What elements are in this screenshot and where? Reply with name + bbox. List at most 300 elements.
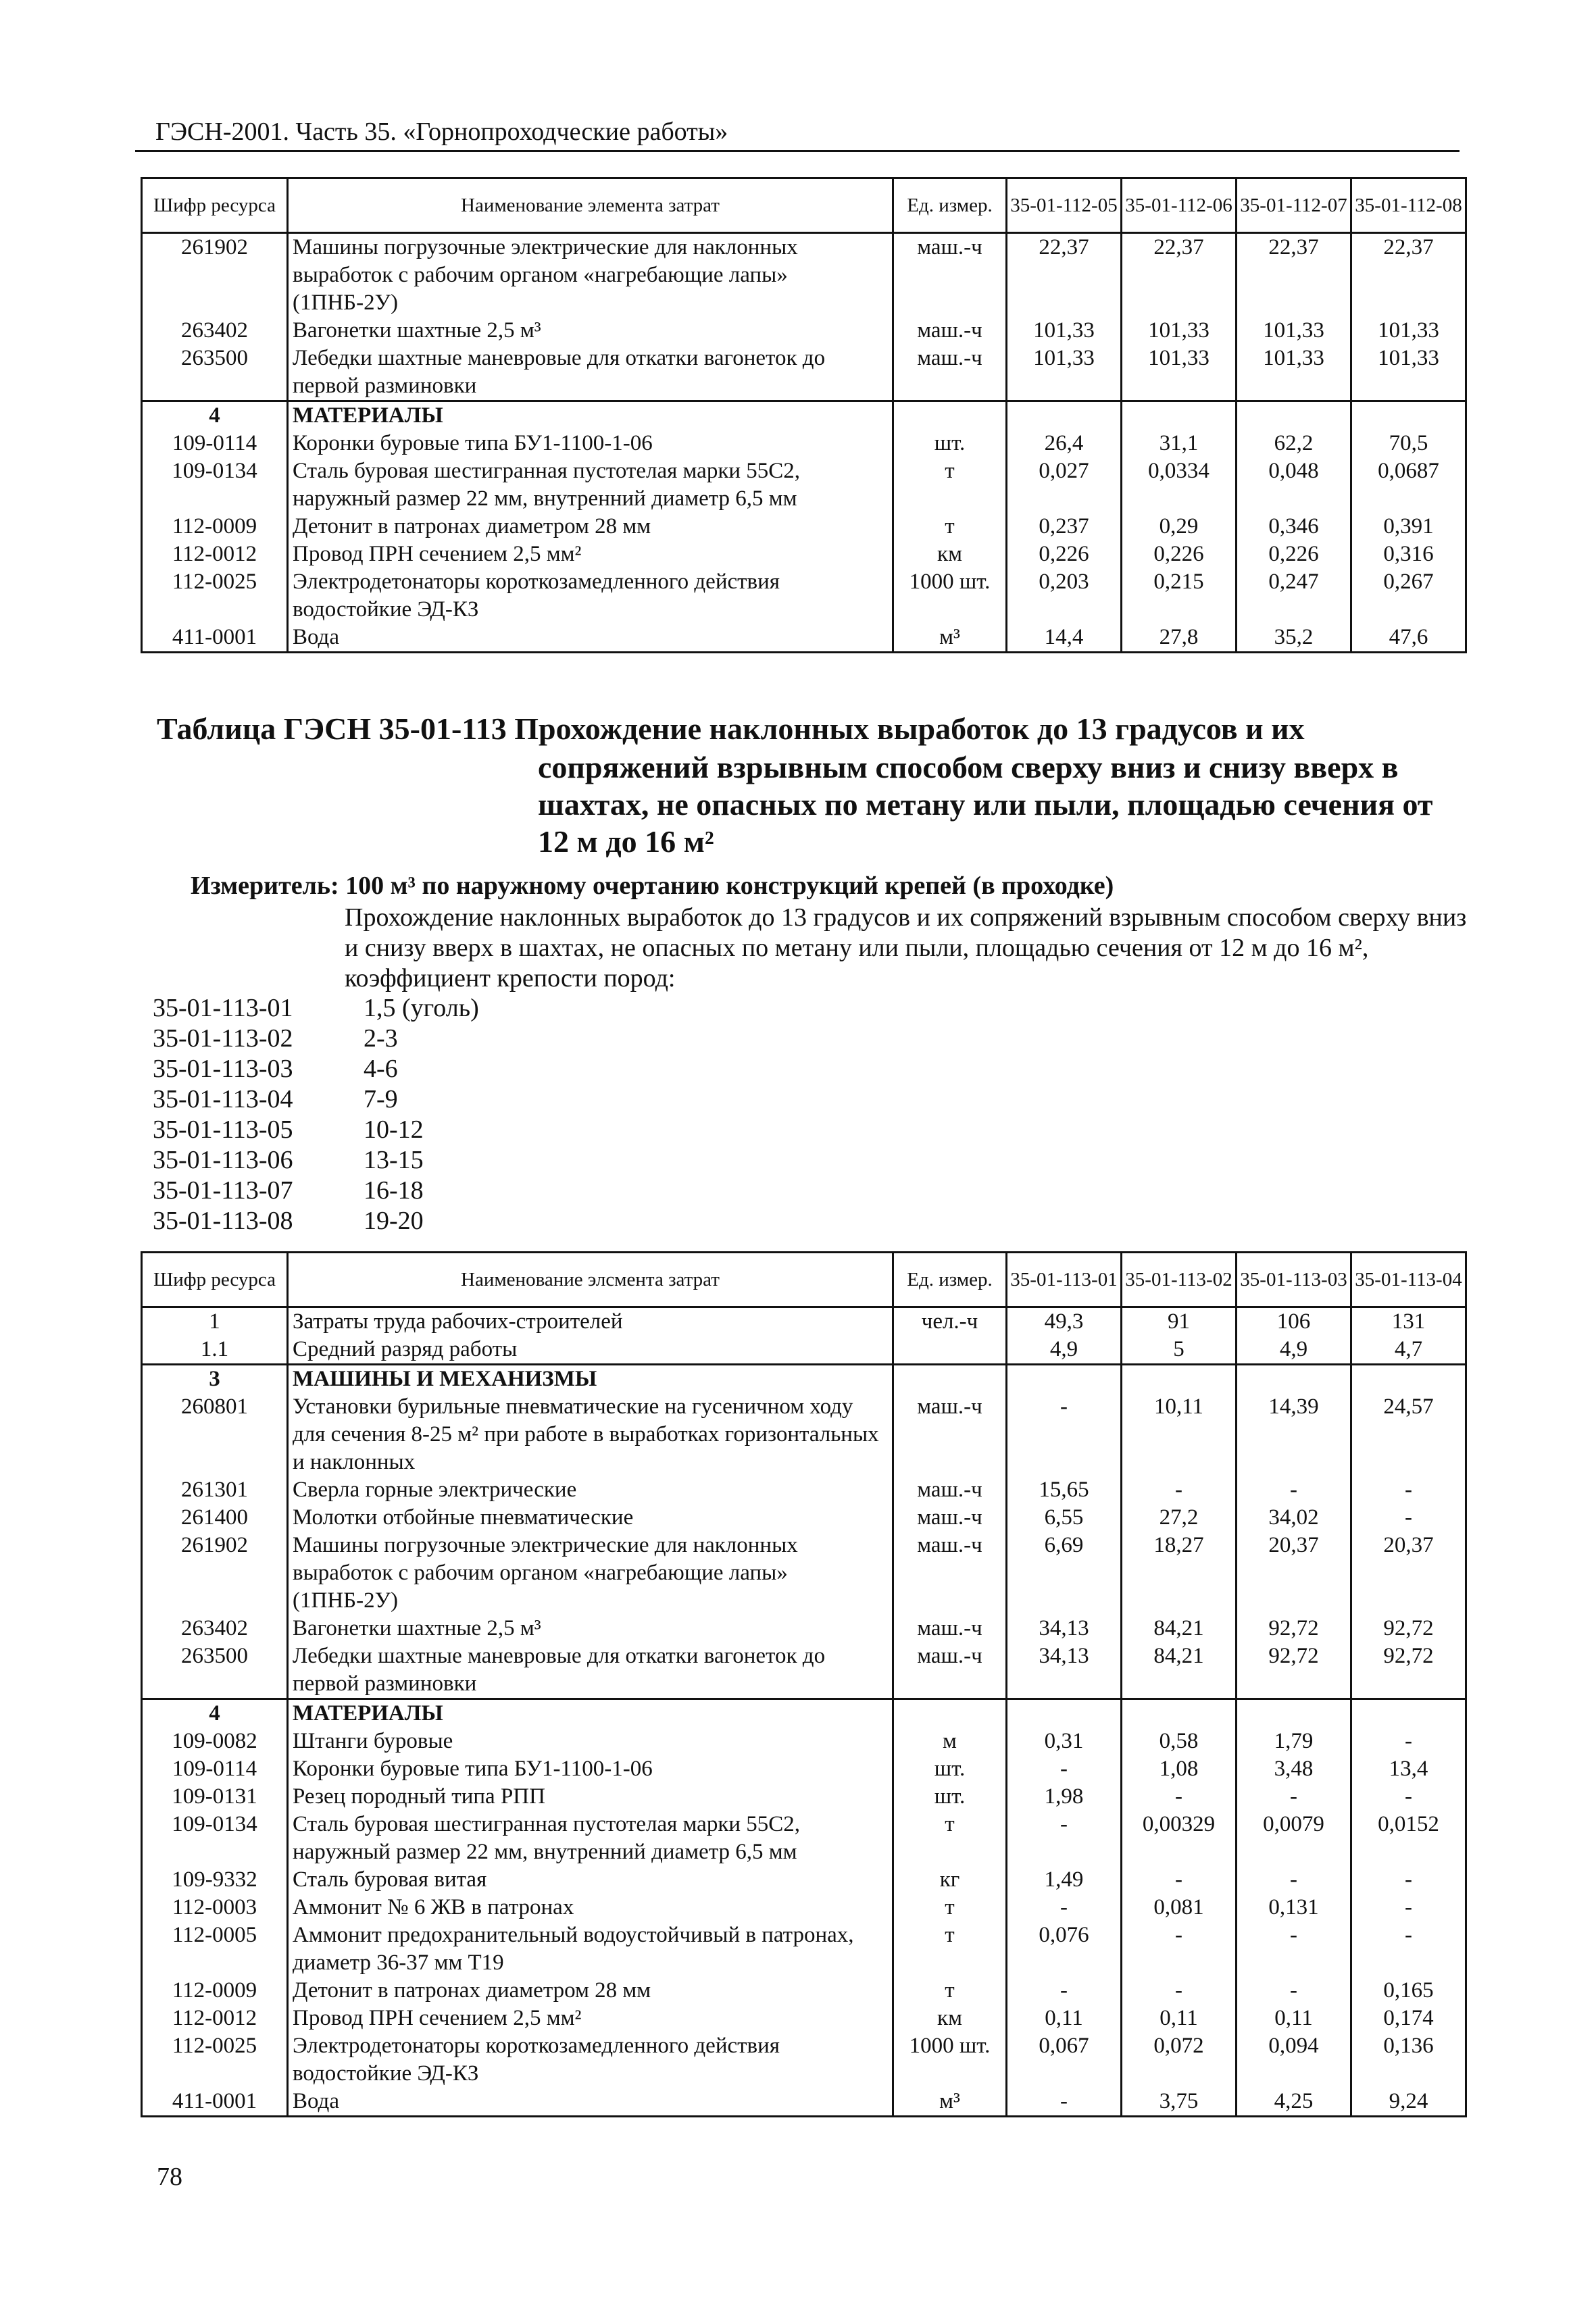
unit-cell: маш.-ч (893, 317, 1007, 345)
column-header-variant: 35-01-112-07 (1237, 178, 1351, 233)
value-cell: 0,226 (1007, 540, 1122, 568)
value-cell: 0,391 (1351, 513, 1466, 540)
value-cell: 101,33 (1122, 345, 1237, 401)
table-row (142, 1811, 1466, 1866)
resource-name: МАТЕРИАЛЫ (288, 401, 893, 430)
value-cell: - (1007, 1811, 1122, 1866)
value-cell: 1,79 (1237, 1728, 1351, 1755)
value-cell: 0,58 (1122, 1728, 1237, 1755)
table-header-row (142, 178, 1466, 233)
value-cell: 101,33 (1351, 317, 1466, 345)
table-row (142, 1615, 1466, 1642)
value-cell: 22,37 (1351, 233, 1466, 318)
value-cell: 101,33 (1237, 345, 1351, 401)
column-header-variant: 35-01-113-04 (1351, 1253, 1466, 1307)
table-row (142, 1532, 1466, 1615)
section-row (142, 401, 1466, 430)
resource-code: 3 (142, 1365, 288, 1394)
value-cell: 0,31 (1007, 1728, 1122, 1755)
value-cell: 3,48 (1237, 1755, 1351, 1783)
resource-code: 411-0001 (142, 624, 288, 653)
unit-cell: маш.-ч (893, 1642, 1007, 1699)
value-cell: 92,72 (1237, 1642, 1351, 1699)
resource-name: Коронки буровые типа БУ1-1100-1-06 (288, 1755, 893, 1783)
value-cell: - (1122, 1921, 1237, 1977)
unit-cell: т (893, 1921, 1007, 1977)
resource-code: 261400 (142, 1504, 288, 1532)
value-cell: - (1007, 1977, 1122, 2005)
unit-cell (893, 1365, 1007, 1394)
unit-cell: маш.-ч (893, 233, 1007, 318)
value-cell: 101,33 (1122, 317, 1237, 345)
value-cell: 1,98 (1007, 1783, 1122, 1811)
value-cell: 22,37 (1122, 233, 1237, 318)
resource-name: Лебедки шахтные маневровые для откатки вагонеток до первой разминовки (288, 345, 893, 401)
value-cell: 27,2 (1122, 1504, 1237, 1532)
table-row (142, 1783, 1466, 1811)
resource-name: Машины погрузочные электрические для наклонных выработок с рабочим органом «нагребающие лапы» (1ПНБ-2У) (288, 233, 893, 318)
table-header-row (142, 1253, 1466, 1307)
value-cell: - (1351, 1504, 1466, 1532)
table-row (142, 624, 1466, 653)
resource-name: Вагонетки шахтные 2,5 м³ (288, 317, 893, 345)
variant-code: 35-01-113-04 (153, 1085, 293, 1113)
value-cell: 0,11 (1007, 2005, 1122, 2032)
value-cell: - (1007, 2088, 1122, 2117)
value-cell: 6,69 (1007, 1532, 1122, 1615)
value-cell: - (1122, 1866, 1237, 1894)
variant-item (153, 1206, 479, 1236)
unit-cell: 1000 шт. (893, 568, 1007, 624)
table-row (142, 1307, 1466, 1336)
value-cell: 0,11 (1237, 2005, 1351, 2032)
unit-cell: т (893, 513, 1007, 540)
value-cell: 131 (1351, 1307, 1466, 1336)
value-cell: - (1351, 1783, 1466, 1811)
value-cell (1007, 401, 1122, 430)
value-cell: - (1351, 1866, 1466, 1894)
variant-value: 7-9 (364, 1085, 398, 1113)
table-row (142, 1393, 1466, 1476)
table-row (142, 430, 1466, 457)
column-header-name: Наименование элсмента затрат (288, 1253, 893, 1307)
variant-list (153, 993, 479, 1236)
value-cell: 70,5 (1351, 430, 1466, 457)
value-cell: 92,72 (1237, 1615, 1351, 1642)
value-cell: 6,55 (1007, 1504, 1122, 1532)
unit-cell (893, 1336, 1007, 1365)
value-cell: 91 (1122, 1307, 1237, 1336)
value-cell (1007, 1365, 1122, 1394)
column-header-variant: 35-01-112-05 (1007, 178, 1122, 233)
unit-cell: маш.-ч (893, 1476, 1007, 1504)
table-row (142, 568, 1466, 624)
resource-name: Молотки отбойные пневматические (288, 1504, 893, 1532)
section-row (142, 1699, 1466, 1728)
resource-code: 263500 (142, 345, 288, 401)
value-cell: 0,226 (1237, 540, 1351, 568)
value-cell: - (1007, 1894, 1122, 1921)
value-cell: 5 (1122, 1336, 1237, 1365)
table-row (142, 1866, 1466, 1894)
value-cell: 34,13 (1007, 1642, 1122, 1699)
unit-cell: м³ (893, 2088, 1007, 2117)
unit-cell: км (893, 2005, 1007, 2032)
value-cell: 101,33 (1237, 317, 1351, 345)
unit-cell: шт. (893, 1755, 1007, 1783)
variant-code: 35-01-113-08 (153, 1207, 293, 1235)
resource-code: 112-0009 (142, 513, 288, 540)
resource-code: 109-9332 (142, 1866, 288, 1894)
variant-item (153, 1024, 479, 1054)
resource-name: Аммонит предохранительный водоустойчивый в патронах, диаметр 36-37 мм Т19 (288, 1921, 893, 1977)
resource-code: 112-0025 (142, 2032, 288, 2088)
value-cell: 0,346 (1237, 513, 1351, 540)
value-cell: 0,0687 (1351, 457, 1466, 513)
value-cell: 13,4 (1351, 1755, 1466, 1783)
value-cell: 0,203 (1007, 568, 1122, 624)
value-cell: - (1351, 1921, 1466, 1977)
value-cell: - (1237, 1977, 1351, 2005)
resource-name: Сталь буровая шестигранная пустотелая марки 55С2, наружный размер 22 мм, внутренний диаметр 6,5 мм (288, 457, 893, 513)
column-header-variant: 35-01-113-01 (1007, 1253, 1122, 1307)
variant-item (153, 1054, 479, 1084)
value-cell: 101,33 (1351, 345, 1466, 401)
table-row (142, 1921, 1466, 1977)
unit-cell: км (893, 540, 1007, 568)
value-cell: - (1122, 1977, 1237, 2005)
header-rule (135, 150, 1460, 152)
value-cell: 0,072 (1122, 2032, 1237, 2088)
unit-cell: м (893, 1728, 1007, 1755)
resource-code: 261902 (142, 1532, 288, 1615)
unit-cell: шт. (893, 430, 1007, 457)
unit-cell: маш.-ч (893, 1393, 1007, 1476)
value-cell: 0,11 (1122, 2005, 1237, 2032)
value-cell: 31,1 (1122, 430, 1237, 457)
value-cell: 22,37 (1007, 233, 1122, 318)
value-cell: 24,57 (1351, 1393, 1466, 1476)
table-row (142, 1642, 1466, 1699)
table-body (142, 1307, 1466, 2117)
value-cell: 0,316 (1351, 540, 1466, 568)
resource-code: 4 (142, 401, 288, 430)
variant-code: 35-01-113-07 (153, 1176, 293, 1205)
resource-name: Лебедки шахтные маневровые для откатки вагонеток до первой разминовки (288, 1642, 893, 1699)
variant-value: 1,5 (уголь) (364, 994, 479, 1022)
value-cell (1122, 401, 1237, 430)
value-cell: 0,0152 (1351, 1811, 1466, 1866)
resource-code: 4 (142, 1699, 288, 1728)
value-cell: 34,13 (1007, 1615, 1122, 1642)
resource-code: 112-0005 (142, 1921, 288, 1977)
value-cell: 0,027 (1007, 457, 1122, 513)
table-row (142, 540, 1466, 568)
column-header-code: Шифр ресурса (142, 178, 288, 233)
value-cell: 84,21 (1122, 1615, 1237, 1642)
value-cell: 10,11 (1122, 1393, 1237, 1476)
resource-code: 263500 (142, 1642, 288, 1699)
value-cell: 0,094 (1237, 2032, 1351, 2088)
value-cell: - (1007, 1393, 1122, 1476)
value-cell: - (1351, 1894, 1466, 1921)
resource-code: 112-0003 (142, 1894, 288, 1921)
value-cell (1237, 1365, 1351, 1394)
resource-code: 411-0001 (142, 2088, 288, 2117)
variant-item (153, 1176, 479, 1206)
resource-code: 261301 (142, 1476, 288, 1504)
value-cell: 49,3 (1007, 1307, 1122, 1336)
table-row (142, 1755, 1466, 1783)
column-header-variant: 35-01-113-02 (1122, 1253, 1237, 1307)
resource-name: Детонит в патронах диаметром 28 мм (288, 1977, 893, 2005)
value-cell: 0,0334 (1122, 457, 1237, 513)
value-cell: 0,0079 (1237, 1811, 1351, 1866)
value-cell: 22,37 (1237, 233, 1351, 318)
measure-unit: Измеритель: 100 м³ по наружному очертанию конструкций крепей (в проходке) (191, 872, 1114, 900)
table-row (142, 2088, 1466, 2117)
resource-name: Резец породный типа РПП (288, 1783, 893, 1811)
value-cell: 62,2 (1237, 430, 1351, 457)
table-row (142, 1894, 1466, 1921)
running-head: ГЭСН-2001. Часть 35. «Горнопроходческие работы» (155, 118, 728, 146)
unit-cell: м³ (893, 624, 1007, 653)
value-cell: 4,7 (1351, 1336, 1466, 1365)
value-cell: 92,72 (1351, 1642, 1466, 1699)
table-row (142, 1977, 1466, 2005)
table-row (142, 1504, 1466, 1532)
value-cell (1237, 1699, 1351, 1728)
section-row (142, 1365, 1466, 1394)
table-row (142, 2005, 1466, 2032)
resource-code: 109-0134 (142, 1811, 288, 1866)
value-cell: 0,267 (1351, 568, 1466, 624)
value-cell: 47,6 (1351, 624, 1466, 653)
table-title: Таблица ГЭСН 35-01-113 Прохождение наклонных выработок до 13 градусов и их (157, 711, 1305, 746)
value-cell (1351, 401, 1466, 430)
unit-cell: маш.-ч (893, 1532, 1007, 1615)
column-header-variant: 35-01-112-06 (1122, 178, 1237, 233)
value-cell: 34,02 (1237, 1504, 1351, 1532)
value-cell: 0,29 (1122, 513, 1237, 540)
value-cell: - (1122, 1783, 1237, 1811)
variant-item (153, 1115, 479, 1145)
value-cell: - (1237, 1783, 1351, 1811)
value-cell: 0,00329 (1122, 1811, 1237, 1866)
resource-code: 263402 (142, 1615, 288, 1642)
value-cell: 3,75 (1122, 2088, 1237, 2117)
value-cell: 0,136 (1351, 2032, 1466, 2088)
resource-name: Машины погрузочные электрические для наклонных выработок с рабочим органом «нагребающие лапы» (1ПНБ-2У) (288, 1532, 893, 1615)
resource-code: 109-0114 (142, 430, 288, 457)
resource-name: Затраты труда рабочих-строителей (288, 1307, 893, 1336)
value-cell: 9,24 (1351, 2088, 1466, 2117)
column-header-variant: 35-01-112-08 (1351, 178, 1466, 233)
variant-value: 10-12 (364, 1115, 424, 1144)
unit-cell: 1000 шт. (893, 2032, 1007, 2088)
resource-name: Электродетонаторы короткозамедленного действия водостойкие ЭД-КЗ (288, 2032, 893, 2088)
value-cell (1351, 1365, 1466, 1394)
value-cell: 0,131 (1237, 1894, 1351, 1921)
value-cell: 27,8 (1122, 624, 1237, 653)
resource-code: 260801 (142, 1393, 288, 1476)
resource-name: Аммонит № 6 ЖВ в патронах (288, 1894, 893, 1921)
table-body (142, 233, 1466, 653)
resource-name: Установки бурильные пневматические на гусеничном ходу для сечения 8-25 м² при работе в выработках горизонтальных и наклонных (288, 1393, 893, 1476)
value-cell: - (1237, 1476, 1351, 1504)
value-cell (1122, 1365, 1237, 1394)
unit-cell: т (893, 1811, 1007, 1866)
variant-code: 35-01-113-01 (153, 994, 293, 1022)
resource-code: 109-0131 (142, 1783, 288, 1811)
value-cell: 4,25 (1237, 2088, 1351, 2117)
table-row (142, 1336, 1466, 1365)
variant-item (153, 1084, 479, 1115)
value-cell (1237, 401, 1351, 430)
resource-name: Сверла горные электрические (288, 1476, 893, 1504)
variant-code: 35-01-113-03 (153, 1055, 293, 1083)
variant-value: 2-3 (364, 1024, 398, 1053)
resource-table-top (141, 177, 1467, 653)
resource-code: 112-0012 (142, 2005, 288, 2032)
value-cell: 0,067 (1007, 2032, 1122, 2088)
variant-code: 35-01-113-02 (153, 1024, 293, 1053)
value-cell: 0,165 (1351, 1977, 1466, 2005)
value-cell: - (1007, 1755, 1122, 1783)
variant-value: 13-15 (364, 1146, 424, 1174)
value-cell: 92,72 (1351, 1615, 1466, 1642)
variant-item (153, 993, 479, 1024)
unit-cell: чел.-ч (893, 1307, 1007, 1336)
resource-code: 263402 (142, 317, 288, 345)
value-cell: 0,237 (1007, 513, 1122, 540)
resource-name: Провод ПРН сечением 2,5 мм² (288, 540, 893, 568)
resource-name: Коронки буровые типа БУ1-1100-1-06 (288, 430, 893, 457)
column-header-variant: 35-01-113-03 (1237, 1253, 1351, 1307)
resource-name: МАТЕРИАЛЫ (288, 1699, 893, 1728)
table-row (142, 345, 1466, 401)
value-cell: 4,9 (1007, 1336, 1122, 1365)
value-cell (1007, 1699, 1122, 1728)
value-cell: - (1237, 1921, 1351, 1977)
resource-code: 1.1 (142, 1336, 288, 1365)
value-cell: 15,65 (1007, 1476, 1122, 1504)
resource-name: Провод ПРН сечением 2,5 мм² (288, 2005, 893, 2032)
value-cell: 35,2 (1237, 624, 1351, 653)
value-cell: - (1237, 1866, 1351, 1894)
value-cell: - (1351, 1476, 1466, 1504)
value-cell: 101,33 (1007, 345, 1122, 401)
resource-table-bottom (141, 1251, 1467, 2117)
value-cell: 14,4 (1007, 624, 1122, 653)
resource-name: Вода (288, 624, 893, 653)
value-cell: - (1351, 1728, 1466, 1755)
value-cell: 26,4 (1007, 430, 1122, 457)
resource-name: МАШИНЫ И МЕХАНИЗМЫ (288, 1365, 893, 1394)
column-header-unit: Ед. измер. (893, 178, 1007, 233)
resource-name: Вода (288, 2088, 893, 2117)
value-cell: 0,174 (1351, 2005, 1466, 2032)
unit-cell (893, 1699, 1007, 1728)
resource-name: Электродетонаторы короткозамедленного действия водостойкие ЭД-КЗ (288, 568, 893, 624)
value-cell: 0,215 (1122, 568, 1237, 624)
page-number: 78 (157, 2163, 182, 2191)
resource-code: 112-0025 (142, 568, 288, 624)
unit-cell: т (893, 457, 1007, 513)
value-cell: 84,21 (1122, 1642, 1237, 1699)
unit-cell: маш.-ч (893, 1615, 1007, 1642)
table-row (142, 233, 1466, 318)
value-cell: 0,226 (1122, 540, 1237, 568)
table-row (142, 457, 1466, 513)
unit-cell: шт. (893, 1783, 1007, 1811)
unit-cell: т (893, 1977, 1007, 2005)
unit-cell: т (893, 1894, 1007, 1921)
resource-code: 109-0114 (142, 1755, 288, 1783)
value-cell: - (1122, 1476, 1237, 1504)
value-cell: 14,39 (1237, 1393, 1351, 1476)
resource-code: 112-0009 (142, 1977, 288, 2005)
variant-code: 35-01-113-05 (153, 1115, 293, 1144)
value-cell: 20,37 (1351, 1532, 1466, 1615)
resource-name: Средний разряд работы (288, 1336, 893, 1365)
unit-cell: маш.-ч (893, 345, 1007, 401)
value-cell: 20,37 (1237, 1532, 1351, 1615)
unit-cell: кг (893, 1866, 1007, 1894)
value-cell: 0,048 (1237, 457, 1351, 513)
value-cell: 1,08 (1122, 1755, 1237, 1783)
value-cell (1122, 1699, 1237, 1728)
resource-code: 261902 (142, 233, 288, 318)
variant-item (153, 1145, 479, 1176)
column-header-unit: Ед. измер. (893, 1253, 1007, 1307)
variant-value: 4-6 (364, 1055, 398, 1083)
value-cell: 106 (1237, 1307, 1351, 1336)
resource-code: 109-0082 (142, 1728, 288, 1755)
table-row (142, 1476, 1466, 1504)
work-description: Прохождение наклонных выработок до 13 градусов и их сопряжений взрывным способом сверху вниз и снизу вверх в шахтах, не опасных по метану или пыли, площадью сечения от 12 м до 16 м², коэффициент крепости пород: (345, 903, 1467, 992)
table-row (142, 513, 1466, 540)
resource-name: Сталь буровая шестигранная пустотелая марки 55С2, наружный размер 22 мм, внутренний диаметр 6,5 мм (288, 1811, 893, 1866)
value-cell: 0,247 (1237, 568, 1351, 624)
value-cell (1351, 1699, 1466, 1728)
table-title-continuation: сопряжений взрывным способом сверху вниз и снизу вверх в шахтах, не опасных по метану или пыли, площадью сечения от 12 м до 16 м² (538, 750, 1433, 859)
table-row (142, 2032, 1466, 2088)
column-header-code: Шифр ресурса (142, 1253, 288, 1307)
unit-cell (893, 401, 1007, 430)
variant-value: 19-20 (364, 1207, 424, 1235)
resource-code: 112-0012 (142, 540, 288, 568)
resource-name: Вагонетки шахтные 2,5 м³ (288, 1615, 893, 1642)
table-row (142, 317, 1466, 345)
resource-code: 1 (142, 1307, 288, 1336)
variant-value: 16-18 (364, 1176, 424, 1205)
unit-cell: маш.-ч (893, 1504, 1007, 1532)
value-cell: 18,27 (1122, 1532, 1237, 1615)
value-cell: 0,081 (1122, 1894, 1237, 1921)
value-cell: 4,9 (1237, 1336, 1351, 1365)
value-cell: 1,49 (1007, 1866, 1122, 1894)
value-cell: 0,076 (1007, 1921, 1122, 1977)
variant-code: 35-01-113-06 (153, 1146, 293, 1174)
table-row (142, 1728, 1466, 1755)
resource-name: Детонит в патронах диаметром 28 мм (288, 513, 893, 540)
resource-code: 109-0134 (142, 457, 288, 513)
column-header-name: Наименование элемента затрат (288, 178, 893, 233)
resource-name: Сталь буровая витая (288, 1866, 893, 1894)
value-cell: 101,33 (1007, 317, 1122, 345)
resource-name: Штанги буровые (288, 1728, 893, 1755)
